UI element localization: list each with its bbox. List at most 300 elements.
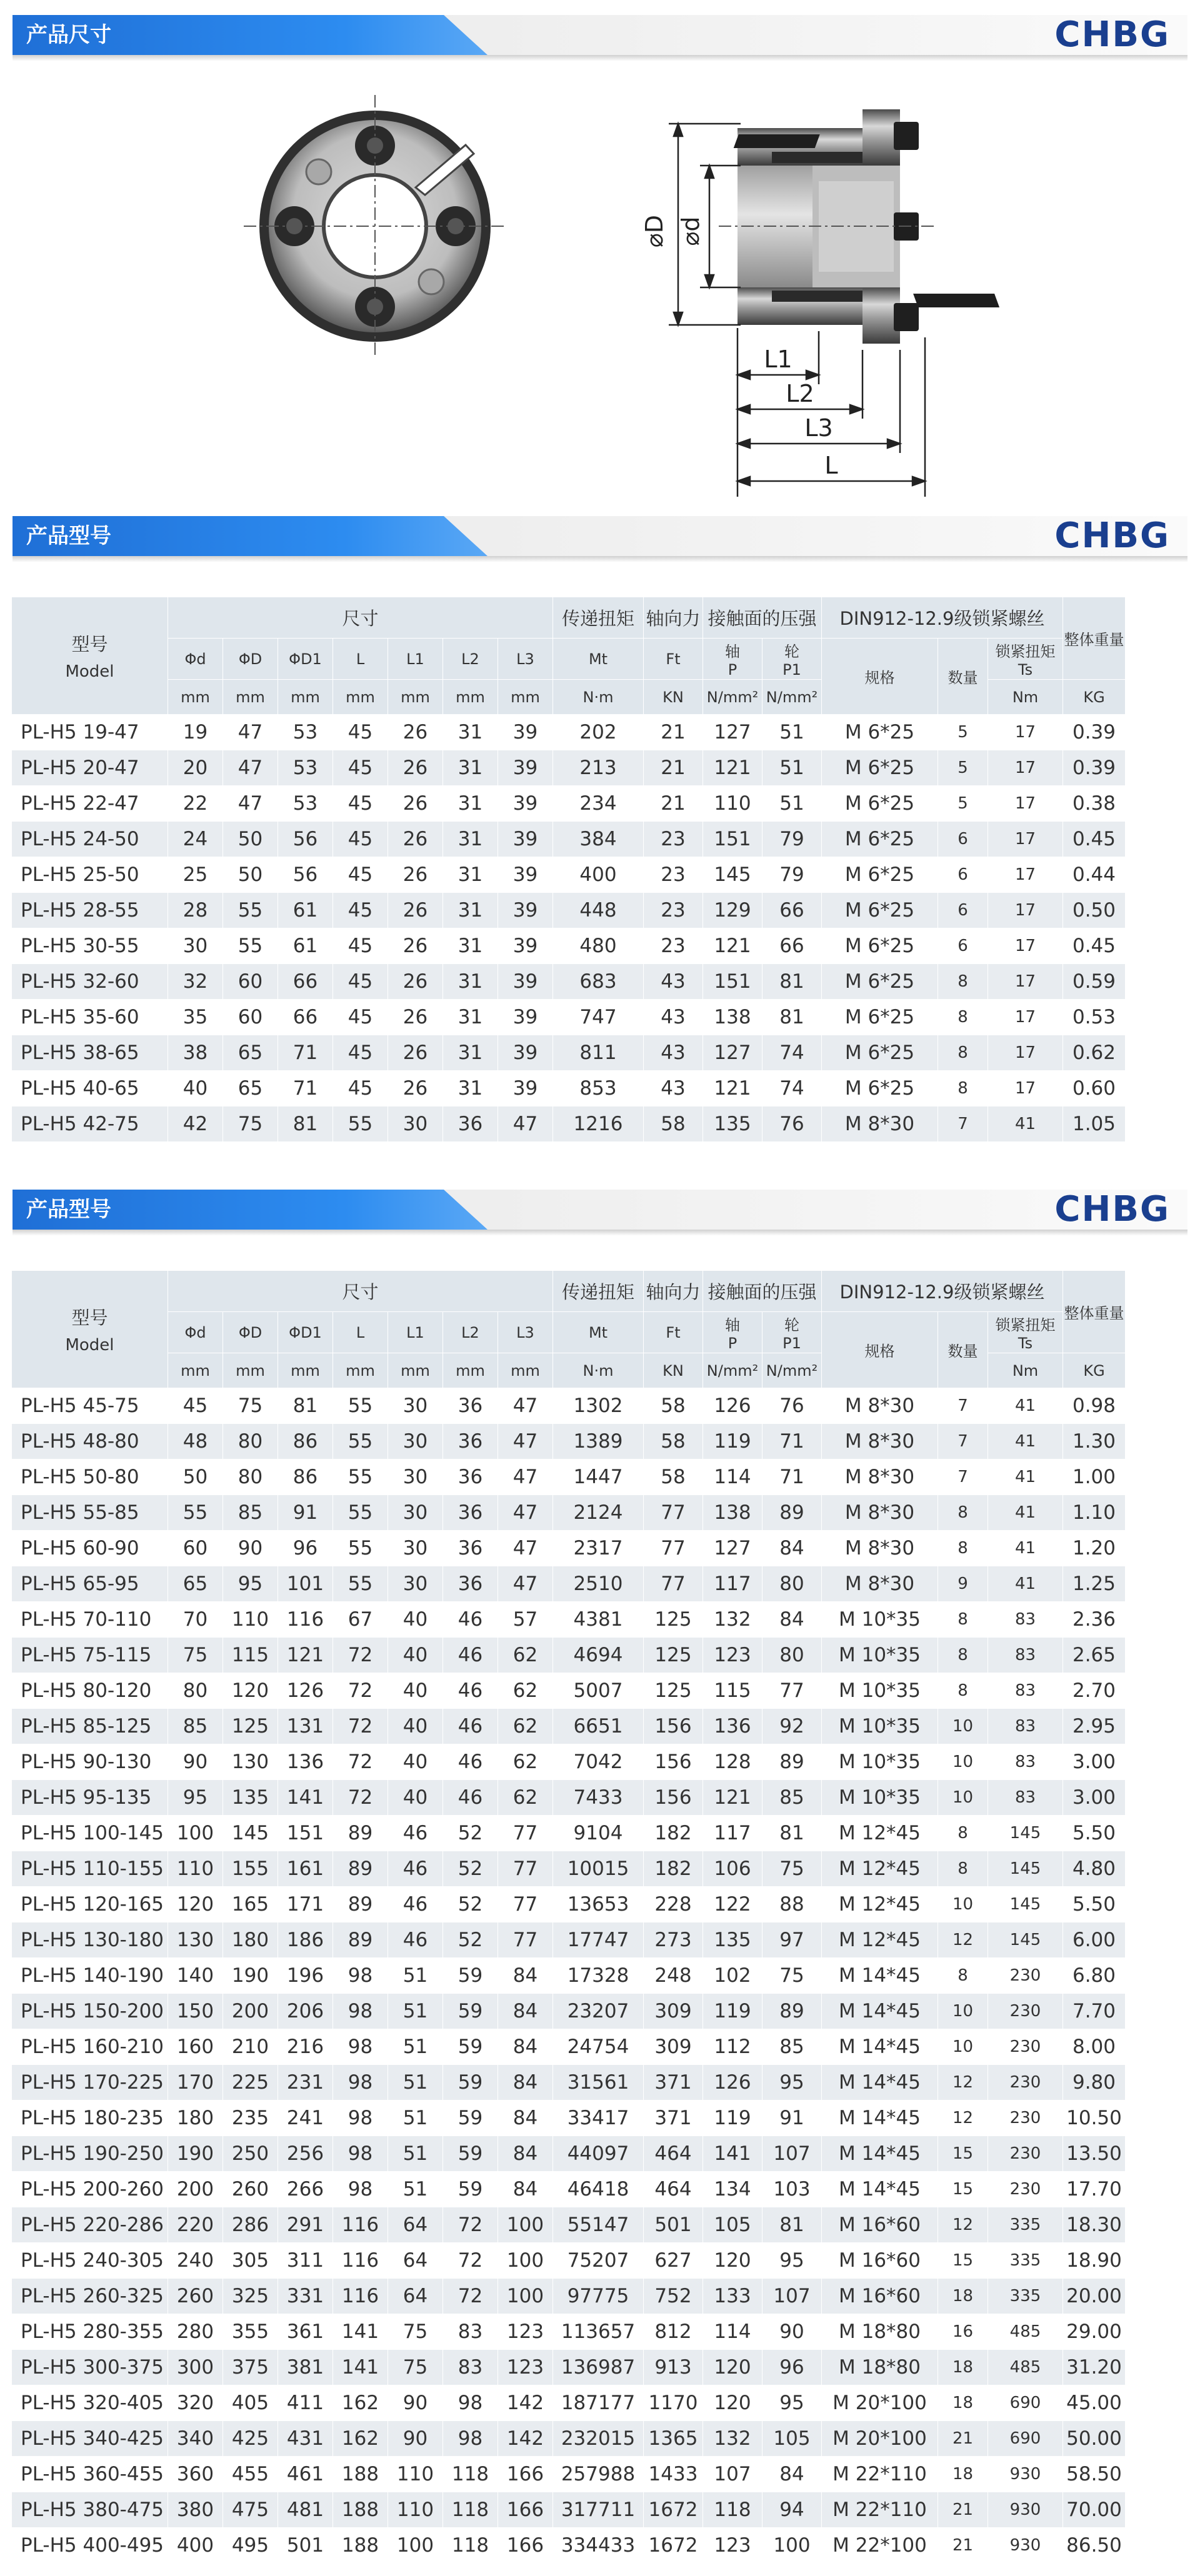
model-cell: PL-H5 42-75	[12, 1106, 168, 1142]
header-L3: L3	[498, 639, 553, 680]
data-cell: 45	[333, 786, 388, 822]
data-cell: 51	[388, 1994, 443, 2029]
data-cell: 38	[168, 1035, 223, 1071]
data-cell: 17	[988, 750, 1063, 786]
data-cell: 23	[644, 893, 703, 928]
data-cell: 431	[278, 2421, 333, 2457]
data-cell: 17	[988, 857, 1063, 893]
data-cell: 100	[498, 2243, 553, 2279]
data-cell: 45	[333, 964, 388, 1000]
data-cell: 130	[223, 1744, 278, 1780]
data-cell: 110	[388, 2492, 443, 2528]
data-cell: 65	[223, 1071, 278, 1106]
unit-mm: mm	[333, 680, 388, 715]
data-cell: 123	[498, 2350, 553, 2385]
data-cell: 182	[644, 1816, 703, 1851]
data-cell: 98	[333, 1958, 388, 1994]
data-cell: 1365	[644, 2421, 703, 2457]
data-cell: 36	[443, 1106, 498, 1142]
data-cell: 145	[223, 1816, 278, 1851]
data-cell: 501	[644, 2207, 703, 2243]
data-cell: 225	[223, 2065, 278, 2101]
unit-kg: KG	[1063, 1353, 1126, 1388]
header-shaft-sym: P	[728, 1335, 738, 1352]
data-cell: 6	[938, 857, 988, 893]
data-cell: 95	[223, 1566, 278, 1602]
model-cell: PL-H5 22-47	[12, 786, 168, 822]
data-cell: 39	[498, 928, 553, 964]
data-cell: 84	[498, 2172, 553, 2207]
data-cell: 55	[168, 1495, 223, 1531]
table-row	[12, 1106, 1126, 1142]
size-banner	[0, 6, 1200, 69]
data-cell: 30	[388, 1460, 443, 1495]
data-cell: 182	[644, 1851, 703, 1887]
data-cell: 135	[703, 1922, 762, 1958]
data-cell: 2.95	[1063, 1709, 1126, 1744]
data-cell: M 6*25	[822, 786, 938, 822]
data-cell: 160	[168, 2029, 223, 2065]
data-cell: 75	[762, 1851, 822, 1887]
table-row	[12, 2136, 1126, 2172]
label-L1: L1	[764, 346, 792, 373]
data-cell: 43	[644, 1071, 703, 1106]
data-cell: 66	[762, 928, 822, 964]
data-cell: 361	[278, 2314, 333, 2350]
data-cell: 39	[498, 822, 553, 857]
data-cell: 1.30	[1063, 1424, 1126, 1460]
data-cell: 811	[553, 1035, 644, 1071]
data-cell: 101	[278, 1566, 333, 1602]
data-cell: 84	[498, 2065, 553, 2101]
data-cell: 43	[644, 1000, 703, 1035]
data-cell: 72	[333, 1744, 388, 1780]
data-cell: 72	[443, 2243, 498, 2279]
data-cell: 26	[388, 1035, 443, 1071]
data-cell: M 12*45	[822, 1922, 938, 1958]
header-hub-sym: P1	[782, 1335, 801, 1352]
data-cell: 156	[644, 1744, 703, 1780]
data-cell: 234	[553, 786, 644, 822]
model-cell: PL-H5 32-60	[12, 964, 168, 1000]
data-cell: 31	[443, 964, 498, 1000]
data-cell: 448	[553, 893, 644, 928]
data-cell: 61	[278, 928, 333, 964]
data-cell: 84	[762, 1531, 822, 1566]
product-dimension-svg	[0, 66, 1200, 503]
data-cell: 110	[703, 786, 762, 822]
data-cell: 235	[223, 2101, 278, 2136]
data-cell: 0.62	[1063, 1035, 1126, 1071]
data-cell: 256	[278, 2136, 333, 2172]
header-torque: 传递扭矩	[553, 597, 644, 639]
model-banner-2	[0, 1181, 1200, 1243]
header-lock-torque-cn: 锁紧扭矩	[995, 1316, 1056, 1334]
data-cell: 18	[938, 2279, 988, 2314]
unit-kg: KG	[1063, 680, 1126, 715]
data-cell: M 6*25	[822, 750, 938, 786]
data-cell: 60	[223, 1000, 278, 1035]
data-cell: 50	[223, 822, 278, 857]
data-cell: 47	[498, 1388, 553, 1424]
data-cell: 240	[168, 2243, 223, 2279]
brand-logo: CHBG	[1054, 1189, 1170, 1230]
data-cell: M 10*35	[822, 1638, 938, 1673]
data-cell: 230	[988, 1994, 1063, 2029]
header-L2: L2	[443, 1312, 498, 1353]
header-screw: DIN912-12.9级锁紧螺丝	[822, 597, 1063, 639]
table-body-1	[12, 715, 1126, 1142]
model-cell: PL-H5 65-95	[12, 1566, 168, 1602]
data-cell: 10	[938, 1994, 988, 2029]
table-row	[12, 857, 1126, 893]
data-cell: 88	[762, 1887, 822, 1922]
data-cell: 45	[333, 750, 388, 786]
data-cell: 86	[278, 1424, 333, 1460]
data-cell: 46	[443, 1780, 498, 1816]
header-shaft	[703, 639, 762, 680]
data-cell: 20.00	[1063, 2279, 1126, 2314]
data-cell: 311	[278, 2243, 333, 2279]
data-cell: 8	[938, 1638, 988, 1673]
header-lock-torque-sym: Ts	[1018, 661, 1033, 679]
data-cell: 74	[762, 1035, 822, 1071]
data-cell: 50	[168, 1460, 223, 1495]
data-cell: 230	[988, 2136, 1063, 2172]
data-cell: 39	[498, 786, 553, 822]
header-L: L	[333, 1312, 388, 1353]
data-cell: 10	[938, 1887, 988, 1922]
data-cell: M 6*25	[822, 928, 938, 964]
data-cell: 85	[762, 1780, 822, 1816]
model-cell: PL-H5 40-65	[12, 1071, 168, 1106]
data-cell: 75	[388, 2350, 443, 2385]
data-cell: 97775	[553, 2279, 644, 2314]
data-cell: 7433	[553, 1780, 644, 1816]
model-cell: PL-H5 400-495	[12, 2528, 168, 2564]
data-cell: 425	[223, 2421, 278, 2457]
data-cell: 75	[388, 2314, 443, 2350]
data-cell: 248	[644, 1958, 703, 1994]
data-cell: 280	[168, 2314, 223, 2350]
table-row	[12, 1816, 1126, 1851]
table-row	[12, 2421, 1126, 2457]
header-screw: DIN912-12.9级锁紧螺丝	[822, 1271, 1063, 1312]
model-cell: PL-H5 50-80	[12, 1460, 168, 1495]
data-cell: 47	[223, 715, 278, 750]
data-cell: 220	[168, 2207, 223, 2243]
header-Mt: Mt	[553, 1312, 644, 1353]
data-cell: 80	[223, 1460, 278, 1495]
data-cell: 627	[644, 2243, 703, 2279]
data-cell: 114	[703, 2314, 762, 2350]
model-cell: PL-H5 120-165	[12, 1887, 168, 1922]
data-cell: 105	[762, 2421, 822, 2457]
header-L3: L3	[498, 1312, 553, 1353]
data-cell: 107	[762, 2136, 822, 2172]
data-cell: 51	[388, 2101, 443, 2136]
data-cell: 77	[762, 1673, 822, 1709]
brand-logo: CHBG	[1054, 14, 1170, 55]
data-cell: 180	[223, 1922, 278, 1958]
table-row	[12, 2350, 1126, 2385]
data-cell: 291	[278, 2207, 333, 2243]
data-cell: M 8*30	[822, 1566, 938, 1602]
unit-Nm: Nm	[988, 1353, 1063, 1388]
data-cell: 21	[938, 2421, 988, 2457]
data-cell: 59	[443, 1994, 498, 2029]
header-L: L	[333, 639, 388, 680]
data-cell: 40	[168, 1071, 223, 1106]
data-cell: 3.00	[1063, 1780, 1126, 1816]
data-cell: 71	[762, 1424, 822, 1460]
data-cell: 3.00	[1063, 1744, 1126, 1780]
data-cell: M 14*45	[822, 2065, 938, 2101]
data-cell: 28	[168, 893, 223, 928]
data-cell: 47	[498, 1495, 553, 1531]
data-cell: 128	[703, 1744, 762, 1780]
model-cell: PL-H5 170-225	[12, 2065, 168, 2101]
data-cell: 5007	[553, 1673, 644, 1709]
data-cell: M 8*30	[822, 1531, 938, 1566]
data-cell: 23	[644, 857, 703, 893]
data-cell: 400	[168, 2528, 223, 2564]
model-cell: PL-H5 28-55	[12, 893, 168, 928]
data-cell: 127	[703, 715, 762, 750]
data-cell: 72	[333, 1780, 388, 1816]
unit-mm: mm	[443, 680, 498, 715]
data-cell: 0.45	[1063, 822, 1126, 857]
data-cell: 84	[762, 1602, 822, 1638]
header-lock-torque	[988, 1312, 1063, 1353]
data-cell: 15	[938, 2136, 988, 2172]
table-row	[12, 2101, 1126, 2136]
data-cell: 80	[168, 1673, 223, 1709]
data-cell: 380	[168, 2492, 223, 2528]
data-cell: 384	[553, 822, 644, 857]
data-cell: 930	[988, 2457, 1063, 2492]
data-cell: 21	[644, 786, 703, 822]
data-cell: 41	[988, 1460, 1063, 1495]
data-cell: M 16*60	[822, 2243, 938, 2279]
data-cell: 45	[333, 1035, 388, 1071]
data-cell: 52	[443, 1887, 498, 1922]
data-cell: 72	[333, 1638, 388, 1673]
table-row	[12, 1388, 1126, 1424]
model-cell: PL-H5 55-85	[12, 1495, 168, 1531]
data-cell: 121	[703, 750, 762, 786]
data-cell: 40	[388, 1602, 443, 1638]
data-cell: 59	[443, 1958, 498, 1994]
data-cell: 26	[388, 857, 443, 893]
side-view	[719, 109, 999, 344]
data-cell: 165	[223, 1887, 278, 1922]
data-cell: 190	[168, 2136, 223, 2172]
data-cell: 58.50	[1063, 2457, 1126, 2492]
header-lock-torque-sym: Ts	[1018, 1335, 1033, 1352]
data-cell: 2.36	[1063, 1602, 1126, 1638]
data-cell: 300	[168, 2350, 223, 2385]
table-row	[12, 1000, 1126, 1035]
data-cell: 72	[443, 2207, 498, 2243]
header-D: ΦD	[223, 1312, 278, 1353]
data-cell: 40	[388, 1638, 443, 1673]
data-cell: 12	[938, 2101, 988, 2136]
data-cell: 12	[938, 2207, 988, 2243]
model-cell: PL-H5 35-60	[12, 1000, 168, 1035]
data-cell: 7	[938, 1460, 988, 1495]
data-cell: 455	[223, 2457, 278, 2492]
table-row	[12, 2492, 1126, 2528]
data-cell: M 22*110	[822, 2492, 938, 2528]
data-cell: 325	[223, 2279, 278, 2314]
data-cell: 120	[703, 2350, 762, 2385]
table-row	[12, 2528, 1126, 2564]
front-view	[244, 95, 506, 357]
table-row	[12, 1602, 1126, 1638]
data-cell: 13653	[553, 1887, 644, 1922]
data-cell: 58	[644, 1388, 703, 1424]
data-cell: 335	[988, 2279, 1063, 2314]
data-cell: 156	[644, 1780, 703, 1816]
data-cell: 2.70	[1063, 1673, 1126, 1709]
data-cell: 47	[498, 1531, 553, 1566]
data-cell: 41	[988, 1495, 1063, 1531]
data-cell: 17	[988, 822, 1063, 857]
banner-shadow	[12, 556, 1188, 562]
data-cell: 58	[644, 1106, 703, 1142]
data-cell: 39	[498, 715, 553, 750]
model-cell: PL-H5 380-475	[12, 2492, 168, 2528]
data-cell: 26	[388, 964, 443, 1000]
data-cell: 44097	[553, 2136, 644, 2172]
data-cell: 216	[278, 2029, 333, 2065]
model-cell: PL-H5 110-155	[12, 1851, 168, 1887]
data-cell: 151	[703, 964, 762, 1000]
table-row	[12, 1531, 1126, 1566]
data-cell: M 16*60	[822, 2279, 938, 2314]
data-cell: 47	[223, 786, 278, 822]
data-cell: 110	[168, 1851, 223, 1887]
label-phid: ⌀d	[677, 216, 704, 246]
data-cell: 77	[644, 1566, 703, 1602]
data-cell: 55	[333, 1495, 388, 1531]
data-cell: 45.00	[1063, 2385, 1126, 2421]
data-cell: 39	[498, 893, 553, 928]
data-cell: 72	[333, 1709, 388, 1744]
data-cell: 381	[278, 2350, 333, 2385]
data-cell: 47	[498, 1424, 553, 1460]
header-shaft-cn: 轴	[725, 643, 740, 660]
data-cell: M 20*100	[822, 2385, 938, 2421]
data-cell: 89	[333, 1816, 388, 1851]
data-cell: 411	[278, 2385, 333, 2421]
data-cell: 9.80	[1063, 2065, 1126, 2101]
data-cell: M 10*35	[822, 1780, 938, 1816]
data-cell: 0.60	[1063, 1071, 1126, 1106]
data-cell: 41	[988, 1566, 1063, 1602]
unit-mm: mm	[498, 1353, 553, 1388]
data-cell: 18.90	[1063, 2243, 1126, 2279]
data-cell: 46	[388, 1816, 443, 1851]
data-cell: 79	[762, 822, 822, 857]
table-row	[12, 893, 1126, 928]
data-cell: 84	[498, 2136, 553, 2172]
data-cell: 5.50	[1063, 1816, 1126, 1851]
data-cell: 81	[762, 1000, 822, 1035]
data-cell: 129	[703, 893, 762, 928]
data-cell: M 6*25	[822, 1000, 938, 1035]
data-cell: 51	[388, 2136, 443, 2172]
data-cell: 162	[333, 2385, 388, 2421]
data-cell: 371	[644, 2101, 703, 2136]
data-cell: M 20*100	[822, 2421, 938, 2457]
data-cell: 17.70	[1063, 2172, 1126, 2207]
data-cell: 39	[498, 750, 553, 786]
model-banner-1	[0, 507, 1200, 570]
model-cell: PL-H5 19-47	[12, 715, 168, 750]
data-cell: 123	[703, 2528, 762, 2564]
data-cell: 98	[443, 2421, 498, 2457]
data-cell: M 8*30	[822, 1460, 938, 1495]
data-cell: 105	[703, 2207, 762, 2243]
data-cell: 58	[644, 1460, 703, 1495]
data-cell: 18	[938, 2350, 988, 2385]
data-cell: 112	[703, 2029, 762, 2065]
header-model-cn: 型号	[71, 634, 108, 655]
table-row	[12, 1071, 1126, 1106]
data-cell: 46	[443, 1709, 498, 1744]
data-cell: 56	[278, 822, 333, 857]
header-L1: L1	[388, 639, 443, 680]
data-cell: 53	[278, 750, 333, 786]
data-cell: 18	[938, 2385, 988, 2421]
data-cell: 119	[703, 1994, 762, 2029]
data-cell: M 16*60	[822, 2207, 938, 2243]
data-cell: 136	[703, 1709, 762, 1744]
data-cell: 18.30	[1063, 2207, 1126, 2243]
section-title: 产品型号	[26, 524, 111, 549]
table-row	[12, 1887, 1126, 1922]
data-cell: 31	[443, 893, 498, 928]
data-cell: 100	[388, 2528, 443, 2564]
data-cell: 55	[223, 928, 278, 964]
data-cell: 9	[938, 1566, 988, 1602]
data-cell: 7	[938, 1388, 988, 1424]
data-cell: 123	[703, 1638, 762, 1673]
data-cell: 1216	[553, 1106, 644, 1142]
data-cell: 12	[938, 1922, 988, 1958]
table-row	[12, 2314, 1126, 2350]
data-cell: 122	[703, 1887, 762, 1922]
model-cell: PL-H5 95-135	[12, 1780, 168, 1816]
data-cell: M 6*25	[822, 822, 938, 857]
data-cell: 0.39	[1063, 715, 1126, 750]
data-cell: 13.50	[1063, 2136, 1126, 2172]
data-cell: 86.50	[1063, 2528, 1126, 2564]
data-cell: 1.00	[1063, 1460, 1126, 1495]
header-hub	[762, 639, 822, 680]
label-L2: L2	[786, 380, 814, 407]
table-row	[12, 1638, 1126, 1673]
data-cell: 51	[762, 750, 822, 786]
data-cell: 125	[223, 1709, 278, 1744]
data-cell: 131	[278, 1709, 333, 1744]
data-cell: 62	[498, 1780, 553, 1816]
header-model	[12, 1271, 168, 1388]
data-cell: 58	[644, 1424, 703, 1460]
data-cell: 335	[988, 2207, 1063, 2243]
